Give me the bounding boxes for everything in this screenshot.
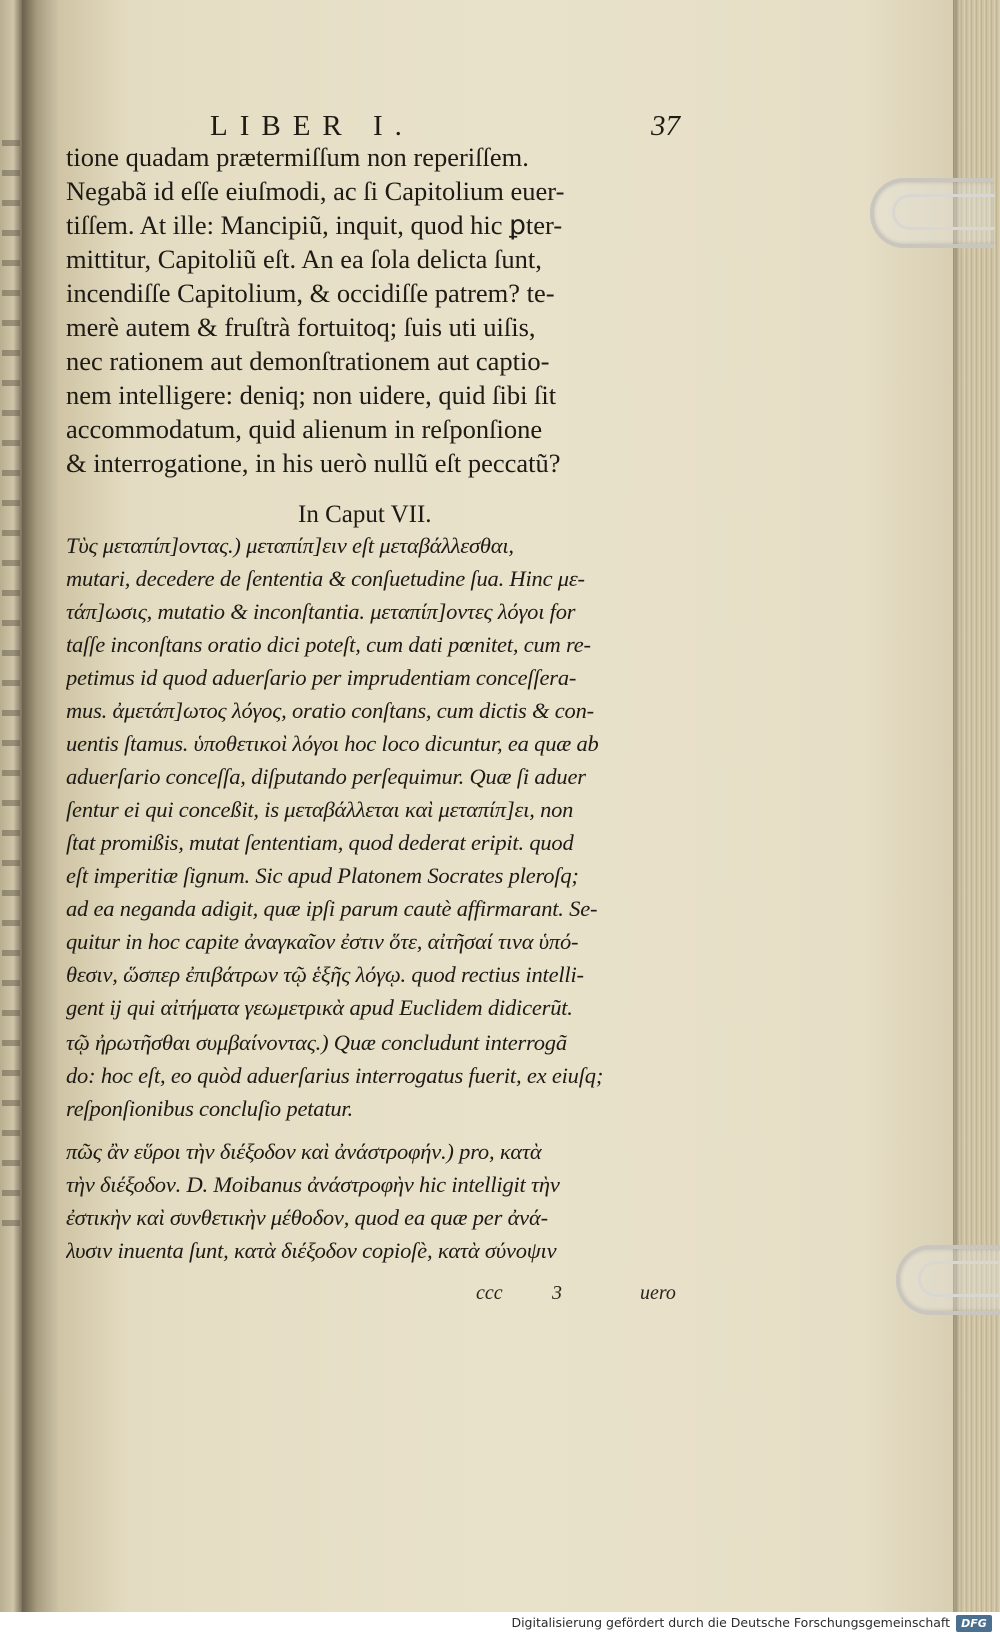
commentary-line: do: hoc eſt, eo quòd aduerſarius interrogatus fuerit, ex eiuſq; [66, 1063, 604, 1088]
text-line: Negabã id eſſe eiuſmodi, ac ſi Capitolium euer- [66, 176, 565, 206]
commentary-line: τὴν διέξοδον. D. Moibanus ἀνάστροφὴν hic intelligit τὴν [66, 1172, 560, 1197]
commentary-line: ἐστικὴν καὶ συνθετικὴν μέθοδον, quod ea quæ per ἀνά- [66, 1205, 548, 1230]
text-line: nec rationem aut demonſtrationem aut captio- [66, 346, 550, 376]
commentary-line: τῷ ἠρωτῆσθαι συμβαίνοντας.) Quæ concludunt interrogã [66, 1030, 567, 1055]
text-line: tione quadam prætermiſſum non reperiſſem. [66, 142, 529, 172]
commentary-line: mutari, decedere de ſententia & conſuetudine ſua. Hinc με- [66, 566, 585, 591]
page-header [210, 110, 680, 144]
catchword: uero [640, 1282, 676, 1304]
funding-credit: Digitalisierung gefördert durch die Deutsche Forschungsgemeinschaft [511, 1615, 950, 1630]
previous-page-edge [0, 0, 22, 1612]
commentary-line: mus. ἀμετάπ]ωτος λόγος, oratio conſtans, cum dictis & con- [66, 698, 594, 723]
commentary-line: ſtat promißis, mutat ſententiam, quod dederat eripit. quod [66, 830, 574, 855]
text-line: incendiſſe Capitolium, & occidiſſe patrem? te- [66, 278, 555, 308]
text-line: nem intelligere: deniq; non uidere, quid ſibi ſit [66, 380, 557, 410]
commentary-line: gent ij qui αἰτήματα γεωμετρικὰ apud Euclidem didicerũt. [66, 995, 573, 1020]
commentary-line: aduerſario conceſſa, diſputando perſequimur. Quæ ſi aduer [66, 764, 586, 789]
signature-mark: ccc [476, 1282, 503, 1304]
commentary-line: petimus id quod aduerſario per imprudentiam conceſſera- [66, 665, 577, 690]
previous-page-text-fragment [2, 140, 20, 1240]
commentary-line: quitur in hoc capite ἀναγκαῖον ἐστιν ὅτε, αἰτῆσαί τινα ὑπό- [66, 929, 579, 954]
commentary-line: πῶς ἂν εὕροι τὴν διέξοδον καὶ ἀνάστροφήν.) pro, κατὰ [66, 1139, 542, 1164]
text-line: accommodatum, quid alienum in reſponſione [66, 414, 543, 444]
commentary-line: uentis ſtamus. ὑποθετικοὶ λόγοι hoc loco dicuntur, ea quæ ab [66, 731, 599, 756]
clip-inner-loop [918, 1261, 1000, 1297]
dfg-logo: DFG [956, 1615, 992, 1632]
commentary-line: Τὺς μεταπίπ]οντας.) μεταπίπ]ειν eſt μεταβάλλεσθαι, [66, 533, 514, 558]
text-line: tiſſem. At ille: Mancipiũ, inquit, quod hic ꝑter- [66, 210, 563, 240]
commentary-line: eſt imperitiæ ſignum. Sic apud Platonem Socrates pleroſq; [66, 863, 579, 888]
text-line: & interrogatione, in his uerò nullũ eſt peccatũ? [66, 448, 561, 478]
text-line: merè autem & fruſtrà fortuitoq; ſuis uti uiſis, [66, 312, 536, 342]
commentary-line: reſponſionibus concluſio petatur. [66, 1096, 353, 1121]
commentary-line: τάπ]ωσις, mutatio & inconſtantia. μεταπίπ]οντες λόγοι for [66, 599, 576, 624]
footer-bar [0, 1612, 1000, 1636]
commentary-line: ſentur ei qui conceßit, is μεταβάλλεται καὶ μεταπίπ]ει, non [66, 797, 574, 822]
running-head: LIBER I. [210, 110, 414, 142]
page-clip-bottom [896, 1245, 1000, 1315]
chapter-rubric: In Caput VII. [298, 501, 432, 528]
commentary-line: λυσιν inuenta ſunt, κατὰ διέξοδον copioſè, κατὰ σύνοψιν [66, 1238, 557, 1263]
signature-number: 3 [552, 1282, 562, 1304]
commentary-line: taſſe inconſtans oratio dici poteſt, cum dati pœnitet, cum re- [66, 632, 591, 657]
commentary-line: ad ea neganda adigit, quæ ipſi parum cautè affirmarant. Se- [66, 896, 598, 921]
text-line: mittitur, Capitoliũ eſt. An ea ſola delicta ſunt, [66, 244, 542, 274]
page-number: 37 [651, 110, 680, 142]
commentary-line: θεσιν, ὥσπερ ἐπιβάτρων τῷ ἑξῆς λόγῳ. quod rectius intelli- [66, 962, 584, 987]
page-clip-top [870, 178, 994, 248]
clip-inner-loop [892, 194, 995, 230]
